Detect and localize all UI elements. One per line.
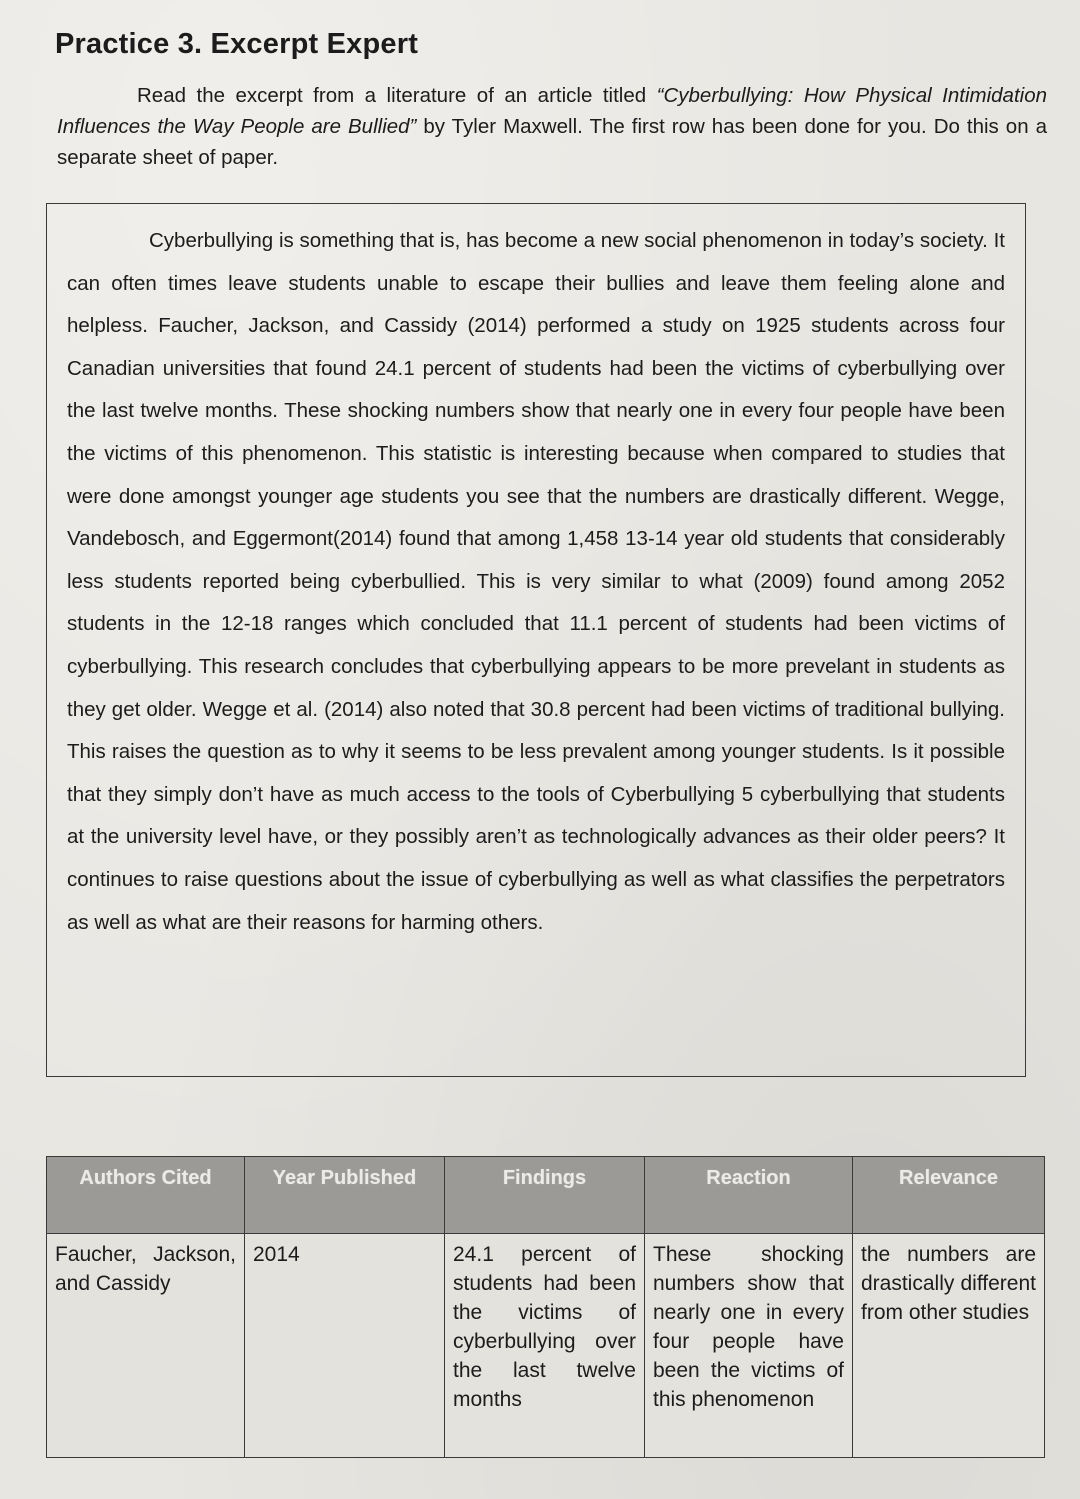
cell-relevance: the numbers are drastically different from other studies xyxy=(853,1234,1045,1458)
analysis-table xyxy=(46,1156,1045,1458)
cell-year: 2014 xyxy=(245,1234,445,1458)
page-title: Practice 3. Excerpt Expert xyxy=(55,28,419,60)
header-relevance: Relevance xyxy=(853,1157,1045,1234)
cell-authors: Faucher, Jackson, and Cassidy xyxy=(47,1234,245,1458)
instructions xyxy=(57,80,1047,173)
excerpt-box xyxy=(46,203,1026,1077)
header-reaction: Reaction xyxy=(645,1157,853,1234)
header-authors-cited: Authors Cited xyxy=(47,1157,245,1234)
instructions-text-before: Read the excerpt from a literature of an article titled xyxy=(137,84,657,107)
instructions-text-after: by Tyler Maxwell. The first row has been done for you. Do this on a separate sheet of paper. xyxy=(57,115,1047,169)
excerpt-paragraph xyxy=(67,220,1005,944)
cell-reaction: These shocking numbers show that nearly one in every four people have been the victims of this phenomenon xyxy=(645,1234,853,1458)
excerpt-text: Cyberbullying is something that is, has become a new social phenomenon in today’s society. It can often times leave students unable to escape their bullies and leave them feeling alone and helpless. Faucher, Jackson, and Cassidy (2014) performed a study on 1925 students across four Canadian universities that found 24.1 percent of students had been the victims of cyberbullying over the last twelve months. These shocking numbers show that nearly one in every four people have been the victims of this phenomenon. This statistic is interesting because when compared to studies that were done amongst younger age students you see that the numbers are drastically different. Wegge, Vandebosch, and Eggermont(2014) found that among 1,458 13-14 year old students that considerably less students reported being cyberbullied. This is very similar to what (2009) found among 2052 students in the 12-18 ranges which concluded that 11.1 percent of students had been victims of cyberbullying. This research concludes that cyberbullying appears to be more prevelant in students as they get older. Wegge et al. (2014) also noted that 30.8 percent had been victims of traditional bullying. This raises the question as to why it seems to be less prevalent among younger students. Is it possible that they simply don’t have as much access to the tools of Cyberbullying 5 cyberbullying that students at the university level have, or they possibly aren’t as technologically advances as their older peers? It continues to raise questions about the issue of cyberbullying as well as what classifies the perpetrators as well as what are their reasons for harming others. xyxy=(67,229,1005,934)
table-header-row xyxy=(47,1157,1045,1234)
cell-findings: 24.1 percent of students had been the victims of cyberbullying over the last twelve months xyxy=(445,1234,645,1458)
table-row xyxy=(47,1234,1045,1458)
article-title: “Cyberbullying: How Physical Intimidation Influences the Way People are Bullied” xyxy=(57,84,1047,138)
header-findings: Findings xyxy=(445,1157,645,1234)
header-year-published: Year Published xyxy=(245,1157,445,1234)
